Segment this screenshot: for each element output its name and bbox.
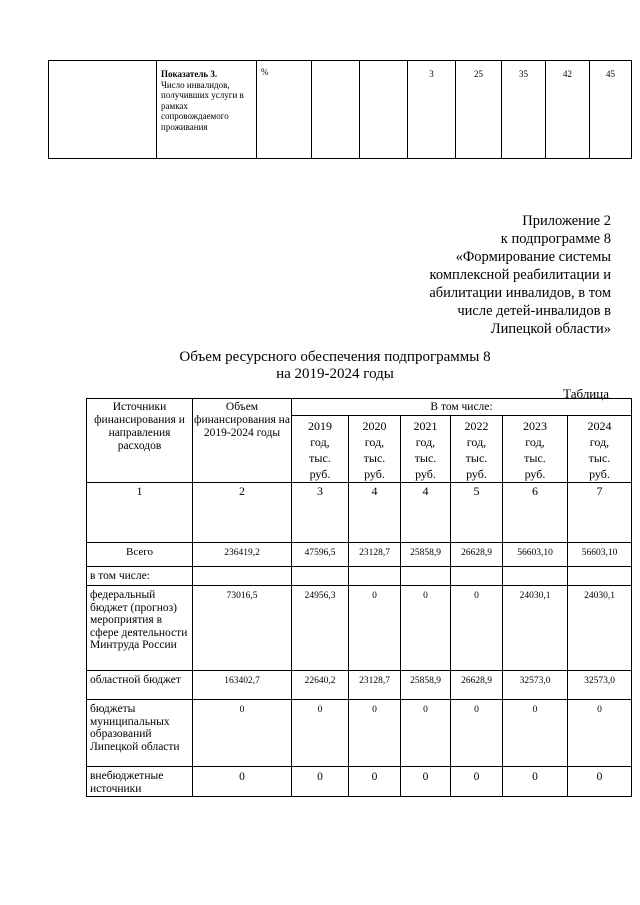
row-value xyxy=(451,567,503,586)
row-value: 0 xyxy=(568,700,632,767)
header-year-2023: 2023 год, тыс. руб. xyxy=(503,416,568,483)
row-value xyxy=(401,567,451,586)
row-label: бюджеты муниципальных образований Липецкой области xyxy=(87,700,193,767)
header-year-2021: 2021 год, тыс. руб. xyxy=(401,416,451,483)
row-value: 0 xyxy=(349,700,401,767)
table-label: Таблица xyxy=(563,386,609,401)
indicator-value: 35 xyxy=(502,61,546,159)
row-value: 236419,2 xyxy=(193,543,292,567)
indicator-name-cell xyxy=(157,61,257,159)
row-value: 0 xyxy=(451,586,503,671)
row-value: 0 xyxy=(401,767,451,797)
indicator-value xyxy=(312,61,360,159)
indicator-unit: % xyxy=(257,61,312,159)
indicator-value: 25 xyxy=(456,61,502,159)
column-number-row xyxy=(87,483,632,543)
table-row xyxy=(87,700,632,767)
indicator-title: Показатель 3. xyxy=(161,69,218,79)
row-value: 56603,10 xyxy=(503,543,568,567)
row-value xyxy=(568,567,632,586)
column-number: 6 xyxy=(503,483,568,543)
indicator-value: 42 xyxy=(546,61,590,159)
row-value xyxy=(193,567,292,586)
column-number: 4 xyxy=(401,483,451,543)
row-label: внебюджетные источники xyxy=(87,767,193,797)
column-number: 5 xyxy=(451,483,503,543)
title-line-1: Объем ресурсного обеспечения подпрограммы 8 xyxy=(179,349,491,365)
table-row xyxy=(87,567,632,586)
row-value: 0 xyxy=(349,586,401,671)
row-value xyxy=(292,567,349,586)
row-value: 0 xyxy=(292,700,349,767)
row-value: 0 xyxy=(401,586,451,671)
title-line-2: на 2019-2024 годы xyxy=(276,366,394,382)
row-value: 26628,9 xyxy=(451,543,503,567)
row-value: 0 xyxy=(503,767,568,797)
header-year-2022: 2022 год, тыс. руб. xyxy=(451,416,503,483)
header-year-2019: 2019 год, тыс. руб. xyxy=(292,416,349,483)
indicator-value: 45 xyxy=(590,61,632,159)
column-number: 3 xyxy=(292,483,349,543)
indicator-empty-cell xyxy=(49,61,157,159)
row-value: 25858,9 xyxy=(401,543,451,567)
appendix-line: абилитации инвалидов, в том xyxy=(429,285,611,301)
row-value: 0 xyxy=(193,767,292,797)
appendix-line: Приложение 2 xyxy=(522,213,611,229)
row-value: 25858,9 xyxy=(401,671,451,700)
row-label: областной бюджет xyxy=(87,671,193,700)
row-value: 26628,9 xyxy=(451,671,503,700)
row-value: 0 xyxy=(503,700,568,767)
row-value: 0 xyxy=(401,700,451,767)
row-value: 32573,0 xyxy=(568,671,632,700)
row-value: 24956,3 xyxy=(292,586,349,671)
appendix-line: числе детей-инвалидов в xyxy=(457,303,611,319)
funding-table xyxy=(86,398,632,797)
row-value xyxy=(349,567,401,586)
row-value: 0 xyxy=(292,767,349,797)
row-value: 23128,7 xyxy=(349,543,401,567)
row-value: 22640,2 xyxy=(292,671,349,700)
table-row xyxy=(87,586,632,671)
appendix-line: Липецкой области» xyxy=(490,321,611,337)
row-value: 32573,0 xyxy=(503,671,568,700)
row-value: 56603,10 xyxy=(568,543,632,567)
appendix-line: комплексной реабилитации и xyxy=(429,267,611,283)
appendix-line: «Формирование системы xyxy=(455,249,611,265)
row-value: 0 xyxy=(451,767,503,797)
appendix-header xyxy=(381,212,611,338)
column-number: 7 xyxy=(568,483,632,543)
row-value: 47596,5 xyxy=(292,543,349,567)
column-number: 4 xyxy=(349,483,401,543)
row-value: 0 xyxy=(451,700,503,767)
row-value: 23128,7 xyxy=(349,671,401,700)
appendix-line: к подпрограмме 8 xyxy=(500,231,611,247)
row-value: 24030,1 xyxy=(568,586,632,671)
indicator-description: Число инвалидов, получивших услуги в рамках сопровождаемого проживания xyxy=(161,79,244,132)
row-label: Всего xyxy=(87,543,193,567)
row-value: 24030,1 xyxy=(503,586,568,671)
row-value: 0 xyxy=(568,767,632,797)
row-label: федеральный бюджет (прогноз) мероприятия в сфере деятельности Минтруда России xyxy=(87,586,193,671)
table-row xyxy=(87,543,632,567)
header-year-2024: 2024 год, тыс. руб. xyxy=(568,416,632,483)
indicator-value: 3 xyxy=(408,61,456,159)
table-row xyxy=(87,767,632,797)
header-sources: Источники финансирования и направления расходов xyxy=(87,399,193,483)
column-number: 2 xyxy=(193,483,292,543)
row-value: 0 xyxy=(349,767,401,797)
row-value xyxy=(503,567,568,586)
table-row xyxy=(87,671,632,700)
row-value: 0 xyxy=(193,700,292,767)
header-volume: Объем финансирования на 2019-2024 годы xyxy=(193,399,292,483)
document-title xyxy=(85,349,585,383)
row-value: 73016,5 xyxy=(193,586,292,671)
header-year-2020: 2020 год, тыс. руб. xyxy=(349,416,401,483)
column-number: 1 xyxy=(87,483,193,543)
header-including: В том числе: xyxy=(292,399,632,416)
row-label: в том числе: xyxy=(87,567,193,586)
indicator-table xyxy=(48,60,632,159)
row-value: 163402,7 xyxy=(193,671,292,700)
indicator-value xyxy=(360,61,408,159)
